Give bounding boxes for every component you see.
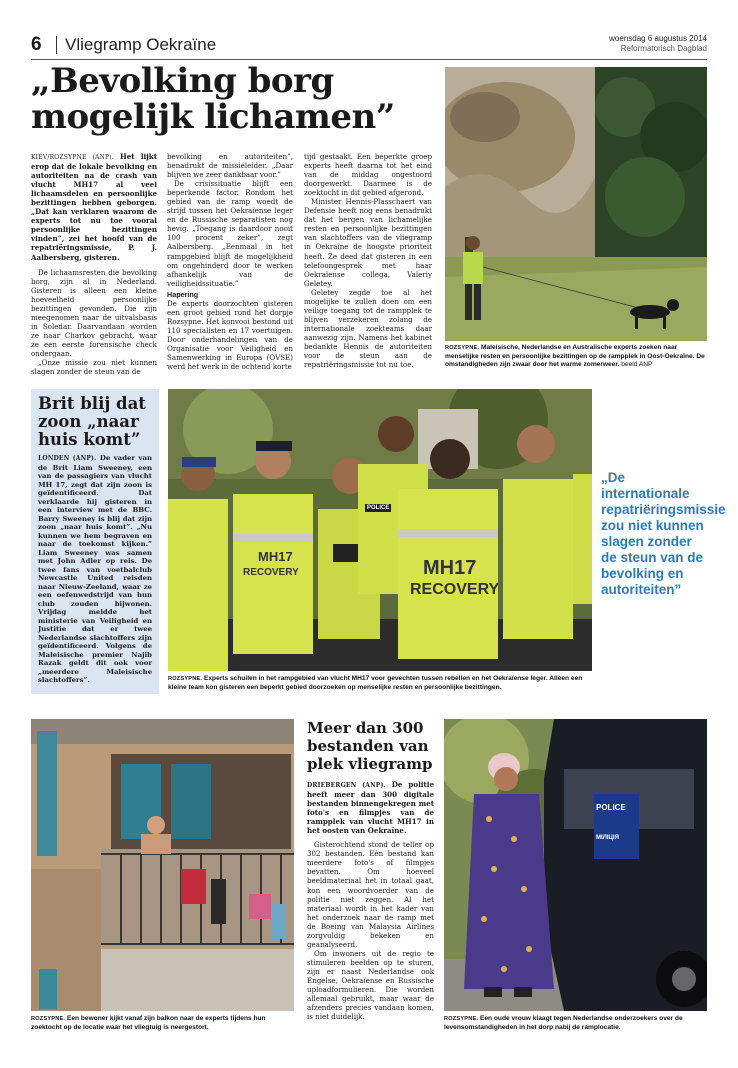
paragraph: Geletey zegde toe al het mogelijke te zullen doen om een veilige toegang tot de rampplek te blijven verzekeren zolang de internationale zoekteams daar aanwezig zijn. Namens het kabinet bedankte Hennis de autoriteiten voor de steun aan de repatriëringsmissie tot nu toe. [304, 287, 432, 370]
pull-quote: „De internationale repatriëringsmissie zou niet kunnen slagen zonder de steun van de bevolking en autoriteiten” [601, 470, 726, 597]
header-divider [56, 36, 57, 54]
car-door-police-text: POLICE [596, 803, 626, 812]
issue-date: woensdag 6 augustus 2014 [609, 34, 707, 43]
main-article-col2 [167, 152, 293, 371]
paragraph: De lichaamsresten die bevolking borg, zijn al in Nederland. Gisteren is alleen een kleine hoeveelheid persoonlijke bezittingen gevonden. Die zijn meegenomen naar de uitvalsbasis in Soledar. Daarvandaan worden ze naar Charkov gebracht, waar ze een eerste forensische check ondergaan. [31, 267, 157, 358]
byline: LONDEN (ANP). [38, 455, 97, 462]
paragraph: „Onze missie zou niet kunnen slagen zonder de steun van de [31, 358, 157, 377]
main-article-col3 [304, 152, 432, 369]
photo-credit: ROZSYPNE. [444, 1016, 479, 1022]
photo-credit: ROZSYPNE. [445, 345, 480, 351]
caption-text: Een oude vrouw klaagt tegen Nederlandse onderzoekers over de levensomstandigheden in het dorp nabij de ramplocatie. [444, 1015, 683, 1031]
newspaper-name: Reformatorisch Dagblad [620, 44, 707, 53]
vest-text-mh17-2: MH17 [423, 557, 477, 579]
paragraph: De experts doorzochten gisteren een groot gebied rond het dorpje Rozsypne. Het konvooi bestond uit 110 specialisten en 17 voertuigen. Door onderhandelingen van de Organisatie voor Veiligheid en Samenwerking in Europa (OVSE) werd het werk in de ochtend korte [167, 298, 293, 372]
sidebar-body: De vader van de Brit Liam Sweeney, een van de passagiers van vlucht MH 17, zegt dat zijn zoon is geïdentificeerd. Dat verklaarde hij gisteren in een interview met de BBC. Barry Sweeney is blij dat zijn zoon „naar huis komt”. „Nu kunnen we hem begraven en naar de toekomst kijken.” Liam Sweeney was samen met John Adler op reis. De twee fans van voetbalclub Newcastle United reisden naar Nieuw-Zeeland, waar ze een oefenwedstrijd van hun club zouden bijwonen. Vrijdag meldde het ministerie van Veiligheid en Justitie dat er twee Nederlandse slachtoffers zijn geïdentificeerd. Volgens de Maleisische premier Najib Razak geldt dit ook voor „meerdere Maleisische slachtoffers”. [38, 454, 152, 684]
photo-credit: ROZSYPNE. [31, 1016, 66, 1022]
car-door-militsiya-text: МІЛІЦІЯ [596, 835, 619, 841]
main-headline: „Bevolking borg mogelijk lichamen” [31, 61, 395, 137]
paragraph: De crisissituatie blijft een beperkende factor. Rondom het gebied van de ramp woedt de strijd tussen het Oekraïense leger en de Russische separatisten nog hevig. „Toegang is daardoor nooit 100 procent zeker”, zegt Aalbersberg. „Eenmaal in het rampgebied blijft de mogelijkheid om ongehinderd door te werken afhankelijk van de veiligheidssituatie.” [167, 179, 293, 288]
photo-mid-caption [168, 675, 592, 692]
photo-experts-field [445, 67, 707, 341]
photo-top-caption [445, 344, 707, 370]
photo-illustration [31, 719, 294, 1011]
byline: DRIEBERGEN (ANP). [307, 782, 386, 789]
article-lead: De politie heeft meer dan 300 digitale bestanden binnengekregen met foto's en filmpjes van de rampplek van vlucht MH17 in het oosten van Oekraïne. [307, 780, 434, 836]
photo-mh17-recovery-team [168, 389, 592, 671]
photo-woman-police-car [444, 719, 707, 1011]
caption-text: Maleisische, Nederlandse en Australische experts zoeken naar menselijke resten en persoonlijke bezittingen op de rampplek in Oost-Oekraïne. De omstandigheden zijn zwaar door het warme zomerweer. [445, 344, 705, 369]
page-number: 6 [31, 34, 42, 55]
photo-illustration [445, 67, 707, 341]
photo-bl-caption [31, 1015, 294, 1032]
paragraph: Gisterochtend stond de teller op 302 bestanden. Eén bestand kan meerdere foto's of filmpjes bevatten. Om hoeveel beeldmateriaal het in totaal gaat, kon een woordvoerder van de politie niet zeggen. Al het materiaal wordt in het kader van het onderzoek naar de ramp met de Boeing van Malaysia Airlines zorgvuldig bekeken en geanalyseerd. [307, 840, 434, 949]
photo-illustration [168, 389, 592, 671]
subheading: Hapering [167, 289, 199, 299]
vest-text-recovery: RECOVERY [243, 567, 299, 578]
sidebar-text [38, 454, 152, 685]
photo-balcony-resident [31, 719, 294, 1011]
photo-agency: beeld ANP [621, 361, 653, 369]
vest-text-mh17: MH17 [258, 549, 293, 564]
paragraph: tijd gestaakt. Een beperkte groep experts heeft daarna tot het eind van de middag ongestoord doorgewerkt. Daarmee is de zoektocht in dit gebied afgerond. [304, 152, 432, 198]
paragraph: bevolking en autoriteiten”, benadrukt de missieleider. „Daar blijven we zeer dankbaar voor.” [167, 152, 293, 180]
vest-text-recovery-2: RECOVERY [410, 581, 500, 598]
photo-credit: ROZSYPNE. [168, 676, 203, 682]
page-header [31, 30, 707, 60]
photo-illustration [444, 719, 707, 1011]
caption-text: Experts schuilen in het rampgebied van vlucht MH17 voor gevechten tussen rebellen en het Oekraïense leger. Alleen een kleine team kon gisteren een beperkt gebied doorzoeken op menselijke resten en persoonlijke bezittingen. [168, 675, 583, 691]
byline: KIEV/ROZSYPNE (ANP). [31, 154, 114, 161]
caption-text: Een bewoner kijkt vanaf zijn balkon naar de experts tijdens hun zoektocht op de locatie waar het vliegtuig is neergestort. [31, 1015, 266, 1031]
vest-text-police: POLICE [367, 505, 390, 511]
paragraph: Minister Hennis-Plasschaert van Defensie heeft nog eens benadrukt dat het bergen van lichamelijke resten en persoonlijke bezittingen van slachtoffers van de vliegramp in Oekraïne de hoogste prioriteit heeft. Ze deed dat gisteren in een telefoongesprek met haar Oekraïense collega, Valeriy Geletey. [304, 197, 432, 288]
photo-br-caption [444, 1015, 707, 1032]
second-article-text [307, 780, 434, 1021]
sidebar-box [31, 389, 159, 694]
article-lead: Het lijkt erop dat de lokale bevolking en autoriteiten na de crash van vlucht MH17 al veel lichaamsdelen en persoonlijke bezittingen hebben geborgen. „Dat kan verklaren waarom de experts tot nu toe vooral persoonlijke bezittingen vinden”, zei het hoofd van de repatriëringsmissie, P. J. Aalbersberg, gisteren. [31, 152, 157, 262]
sidebar-title: Brit blij dat zoon „naar huis komt” [38, 394, 146, 449]
section-title: Vliegramp Oekraïne [65, 35, 217, 54]
main-article-col1 [31, 152, 157, 376]
paragraph: Om inwoners uit de regio te stimuleren beelden op te sturen, zijn er naast Nederlandse ook Engelse, Oekraïense en Russische uploadformulieren. Die worden allemaal gebruikt, maar waar de afzenders precies vandaan komen, is niet duidelijk. [307, 948, 434, 1022]
second-headline: Meer dan 300 bestanden van plek vliegramp [307, 719, 433, 773]
